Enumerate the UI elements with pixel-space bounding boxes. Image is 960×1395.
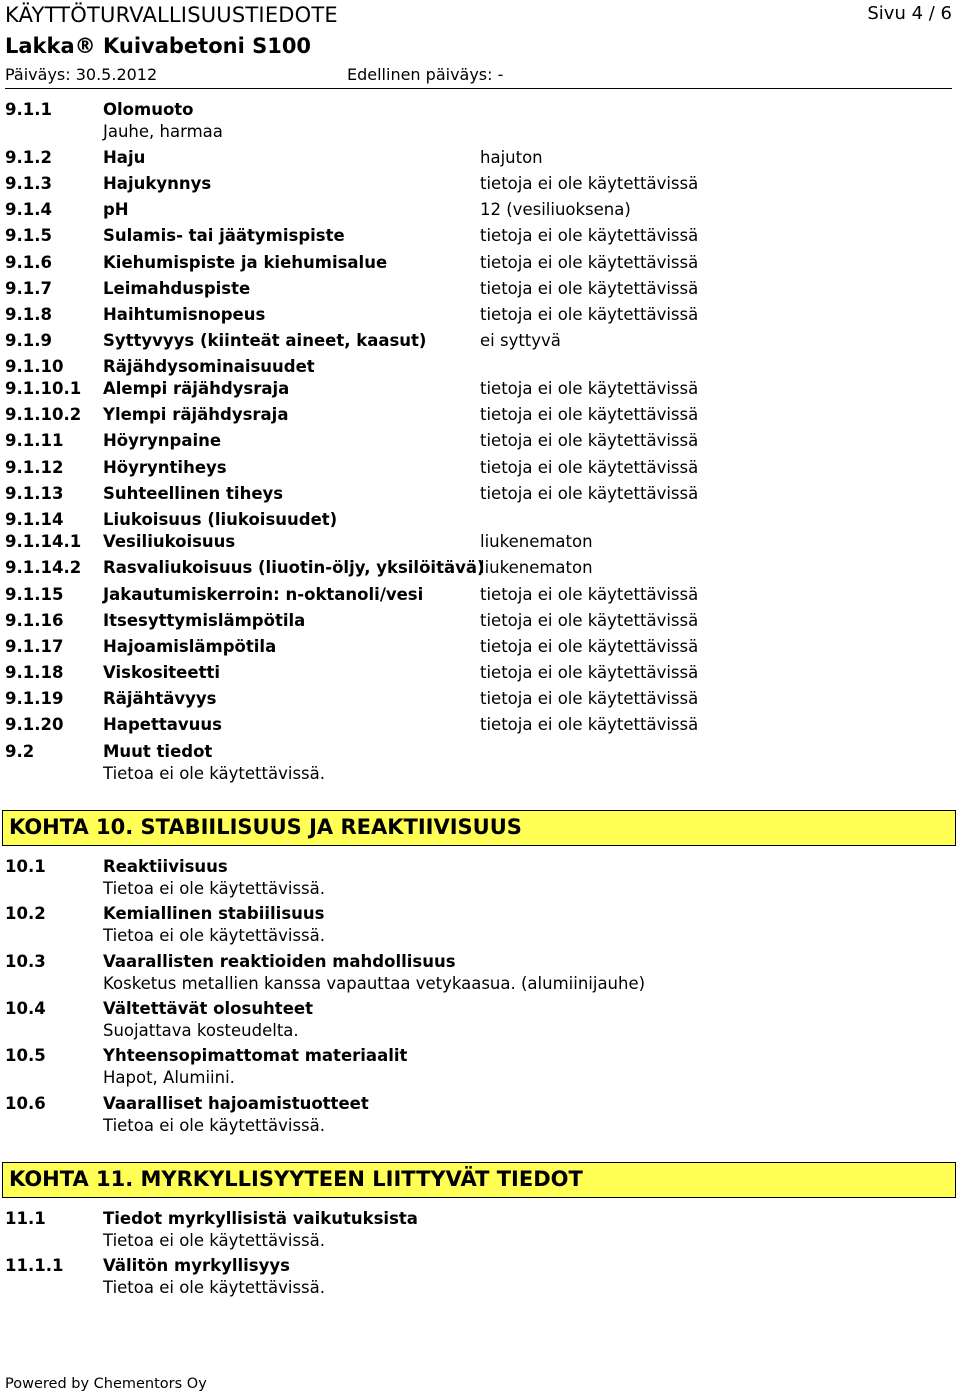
property-label: pH (103, 200, 129, 219)
property-label: Höyrynpaine (103, 431, 222, 450)
property-number: 9.2 (5, 742, 35, 761)
property-label: Haju (103, 148, 146, 167)
property-label: Hajoamislämpötila (103, 637, 277, 656)
property-value: tietoja ei ole käytettävissä (480, 484, 699, 503)
property-number: 9.1.18 (5, 663, 64, 682)
property-label: Viskositeetti (103, 663, 220, 682)
property-number: 10.1 (5, 857, 46, 876)
footer-credit: Powered by Chementors Oy (5, 1376, 207, 1392)
header-divider (5, 88, 952, 89)
property-label: Leimahduspiste (103, 279, 251, 298)
property-label: Kiehumispiste ja kiehumisalue (103, 253, 388, 272)
product-name: Lakka® Kuivabetoni S100 (5, 34, 312, 58)
property-value: tietoja ei ole käytettävissä (480, 226, 699, 245)
page-indicator: Sivu 4 / 6 (867, 3, 952, 24)
property-value: tietoja ei ole käytettävissä (480, 253, 699, 272)
property-label: Rasvaliukoisuus (liuotin-öljy, yksilöitävä) (103, 558, 485, 577)
property-label: Ylempi räjähdysraja (103, 405, 289, 424)
property-value: tietoja ei ole käytettävissä (480, 174, 699, 193)
property-detail: Tietoa ei ole käytettävissä. (103, 1231, 325, 1250)
property-label: Syttyvyys (kiinteät aineet, kaasut) (103, 331, 427, 350)
property-number: 11.1 (5, 1209, 46, 1228)
property-value: tietoja ei ole käytettävissä (480, 431, 699, 450)
property-label: Räjähtävyys (103, 689, 217, 708)
property-detail: Kosketus metallien kanssa vapauttaa vetykaasua. (alumiinijauhe) (103, 974, 646, 993)
property-number: 9.1.6 (5, 253, 52, 272)
property-number: 9.1.10 (5, 357, 64, 376)
property-number: 10.6 (5, 1094, 46, 1113)
property-label: Vaaralliset hajoamistuotteet (103, 1094, 369, 1113)
property-value: liukenematon (480, 532, 593, 551)
property-detail: Tietoa ei ole käytettävissä. (103, 1278, 325, 1297)
property-label: Alempi räjähdysraja (103, 379, 290, 398)
property-detail: Tietoa ei ole käytettävissä. (103, 926, 325, 945)
property-label: Välitön myrkyllisyys (103, 1256, 290, 1275)
property-label: Jakautumiskerroin: n-oktanoli/vesi (103, 585, 424, 604)
issue-date: Päiväys: 30.5.2012 (5, 65, 158, 84)
property-label: Vaarallisten reaktioiden mahdollisuus (103, 952, 456, 971)
property-number: 9.1.17 (5, 637, 64, 656)
section-11-bar (2, 1162, 956, 1198)
property-number: 9.1.19 (5, 689, 64, 708)
property-number: 9.1.13 (5, 484, 64, 503)
property-label: Hapettavuus (103, 715, 222, 734)
property-value: tietoja ei ole käytettävissä (480, 611, 699, 630)
property-label: Hajukynnys (103, 174, 212, 193)
property-label: Räjähdysominaisuudet (103, 357, 315, 376)
property-number: 9.1.20 (5, 715, 64, 734)
section-10-bar (2, 810, 956, 846)
property-label: Tiedot myrkyllisistä vaikutuksista (103, 1209, 418, 1228)
property-value: tietoja ei ole käytettävissä (480, 715, 699, 734)
property-value: tietoja ei ole käytettävissä (480, 637, 699, 656)
property-number: 9.1.15 (5, 585, 64, 604)
property-number: 9.1.1 (5, 100, 52, 119)
property-number: 9.1.14 (5, 510, 64, 529)
property-number: 9.1.9 (5, 331, 52, 350)
property-value: liukenematon (480, 558, 593, 577)
property-detail: Hapot, Alumiini. (103, 1068, 235, 1087)
property-value: tietoja ei ole käytettävissä (480, 379, 699, 398)
property-value: tietoja ei ole käytettävissä (480, 458, 699, 477)
property-label: Höyryntiheys (103, 458, 227, 477)
property-detail: Jauhe, harmaa (103, 122, 223, 141)
property-number: 9.1.11 (5, 431, 64, 450)
property-value: hajuton (480, 148, 543, 167)
property-number: 9.1.16 (5, 611, 64, 630)
property-value: ei syttyvä (480, 331, 561, 350)
property-number: 10.4 (5, 999, 46, 1018)
property-number: 10.2 (5, 904, 46, 923)
document-title: KÄYTTÖTURVALLISUUSTIEDOTE (5, 3, 338, 27)
property-label: Haihtumisnopeus (103, 305, 266, 324)
property-number: 10.3 (5, 952, 46, 971)
property-label: Vältettävät olosuhteet (103, 999, 313, 1018)
property-label: Liukoisuus (liukoisuudet) (103, 510, 338, 529)
property-value: tietoja ei ole käytettävissä (480, 279, 699, 298)
property-number: 9.1.4 (5, 200, 52, 219)
property-number: 9.1.10.1 (5, 379, 82, 398)
section-10-title: KOHTA 10. STABIILISUUS JA REAKTIIVISUUS (9, 815, 522, 839)
property-value: tietoja ei ole käytettävissä (480, 305, 699, 324)
property-number: 9.1.7 (5, 279, 52, 298)
property-number: 9.1.5 (5, 226, 52, 245)
property-label: Yhteensopimattomat materiaalit (103, 1046, 408, 1065)
property-label: Reaktiivisuus (103, 857, 228, 876)
previous-date: Edellinen päiväys: - (347, 65, 504, 84)
property-label: Vesiliukoisuus (103, 532, 236, 551)
property-label: Sulamis- tai jäätymispiste (103, 226, 345, 245)
section-11-title: KOHTA 11. MYRKYLLISYYTEEN LIITTYVÄT TIEDOT (9, 1167, 583, 1191)
property-number: 10.5 (5, 1046, 46, 1065)
property-number: 9.1.12 (5, 458, 64, 477)
property-number: 11.1.1 (5, 1256, 64, 1275)
property-detail: Suojattava kosteudelta. (103, 1021, 299, 1040)
property-number: 9.1.3 (5, 174, 52, 193)
property-value: 12 (vesiliuoksena) (480, 200, 631, 219)
property-value: tietoja ei ole käytettävissä (480, 689, 699, 708)
property-number: 9.1.8 (5, 305, 52, 324)
property-number: 9.1.10.2 (5, 405, 82, 424)
property-label: Muut tiedot (103, 742, 213, 761)
property-value: tietoja ei ole käytettävissä (480, 663, 699, 682)
property-detail: Tietoa ei ole käytettävissä. (103, 879, 325, 898)
property-number: 9.1.2 (5, 148, 52, 167)
property-label: Itsesyttymislämpötila (103, 611, 306, 630)
property-number: 9.1.14.1 (5, 532, 82, 551)
property-label: Olomuoto (103, 100, 194, 119)
property-detail: Tietoa ei ole käytettävissä. (103, 764, 325, 783)
property-label: Kemiallinen stabiilisuus (103, 904, 325, 923)
property-label: Suhteellinen tiheys (103, 484, 284, 503)
property-value: tietoja ei ole käytettävissä (480, 405, 699, 424)
property-value: tietoja ei ole käytettävissä (480, 585, 699, 604)
property-number: 9.1.14.2 (5, 558, 82, 577)
property-detail: Tietoa ei ole käytettävissä. (103, 1116, 325, 1135)
